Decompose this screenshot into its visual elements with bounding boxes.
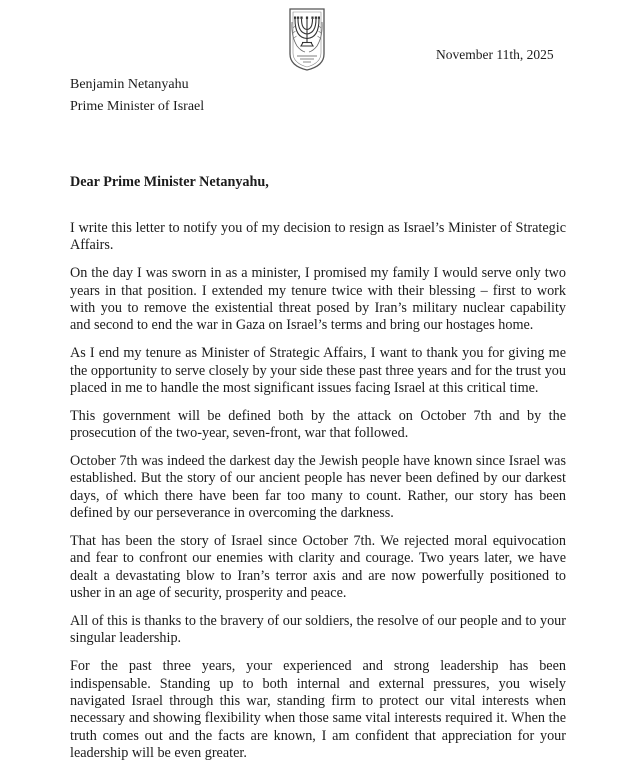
body-paragraph: As I end my tenure as Minister of Strategic Affairs, I want to thank you for giving me the opportunity to serve closely by your side these past three years and for the trust you placed in me to handle the most significant issues facing Israel at this critical time. [70,345,566,397]
body-paragraph: All of this is thanks to the bravery of our soldiers, the resolve of our people and to your singular leadership. [70,613,566,647]
recipient-block [70,74,204,118]
body-paragraph: That has been the story of Israel since October 7th. We rejected moral equivocation and fear to confront our enemies with clarity and courage. Two years later, we have dealt a devastating blow to Iran’s terror axis and are now powerfully positioned to usher in an age of security, prosperity and peace. [70,533,566,602]
recipient-title: Prime Minister of Israel [70,99,205,114]
menorah-emblem-icon [287,6,327,72]
body-paragraph: October 7th was indeed the darkest day the Jewish people have known since Israel was established. But the story of our ancient people has never been defined by our darkest days, of which there have been far too many to count. Rather, our story has been defined by our perseverance in overcoming the darkness. [70,453,566,522]
recipient-name: Benjamin Netanyahu [70,77,189,92]
body-paragraph: I write this letter to notify you of my decision to resign as Israel’s Minister of Strategic Affairs. [70,220,566,254]
salutation: Dear Prime Minister Netanyahu, [70,174,269,190]
body-paragraph: This government will be defined both by the attack on October 7th and by the prosecution of the two-year, seven-front, war that followed. [70,407,566,442]
body-paragraph: On the day I was sworn in as a minister, I promised my family I would serve only two years in that position. I extended my tenure twice with their blessing – first to work with you to remove the existential threat posed by Iran’s military nuclear capability and second to end the war in Gaza on Israel’s terms and bring our hostages home. [70,265,566,334]
letter-date: November 11th, 2025 [436,47,554,62]
body-paragraph: For the past three years, your experienced and strong leadership has been indispensable. Standing up to both internal and external pressures, you wisely navigated Israel through this war, standing firm to protect our vital interests when necessary and showing flexibility when those same vital interests required it. When the truth comes out and the facts are known, I am confident that appreciation for your leadership will be even greater. [70,658,566,762]
letter-body [70,220,566,773]
